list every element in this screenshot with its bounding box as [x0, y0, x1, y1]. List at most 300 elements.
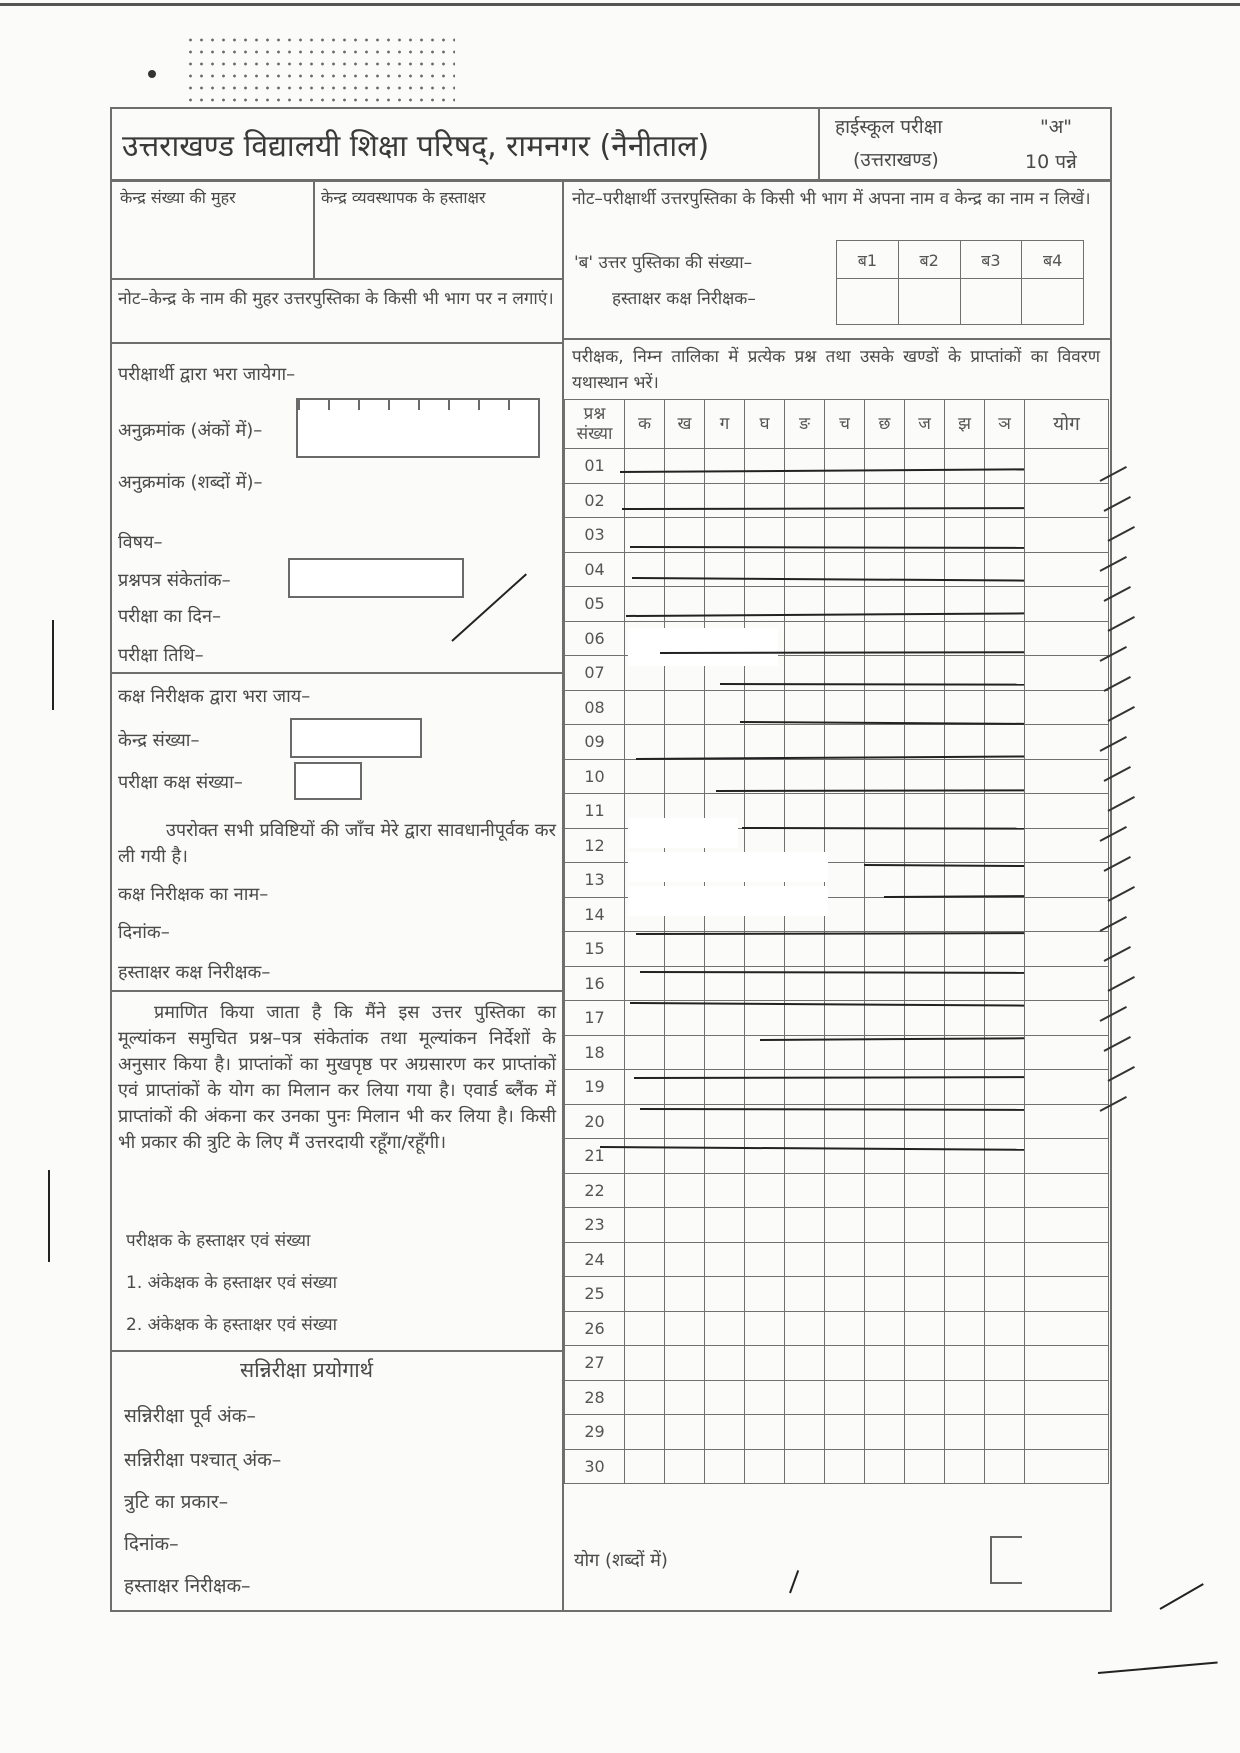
marks-cell[interactable] — [905, 1346, 945, 1381]
row-total-cell[interactable] — [1025, 1001, 1109, 1036]
marks-cell[interactable] — [625, 1311, 665, 1346]
marks-cell[interactable] — [625, 1139, 665, 1174]
marks-cell[interactable] — [705, 1242, 745, 1277]
marks-cell[interactable] — [625, 1070, 665, 1105]
marks-cell[interactable] — [945, 1380, 985, 1415]
marks-cell[interactable] — [865, 1070, 905, 1105]
question-number: 15 — [565, 932, 625, 967]
marks-cell[interactable] — [985, 690, 1025, 725]
marks-cell[interactable] — [705, 1346, 745, 1381]
marks-cell[interactable] — [825, 1380, 865, 1415]
marks-row — [565, 552, 1109, 587]
marks-cell[interactable] — [705, 1173, 745, 1208]
marks-cell[interactable] — [825, 897, 865, 932]
total-in-words-box[interactable] — [990, 1536, 1022, 1584]
marks-cell[interactable] — [745, 552, 785, 587]
marks-cell[interactable] — [745, 1070, 785, 1105]
marks-cell[interactable] — [865, 1242, 905, 1277]
marks-cell[interactable] — [625, 690, 665, 725]
row-total-cell[interactable] — [1025, 587, 1109, 622]
marks-cell[interactable] — [785, 1449, 825, 1484]
row-total-cell[interactable] — [1025, 725, 1109, 760]
marks-cell[interactable] — [945, 1173, 985, 1208]
marks-cell[interactable] — [745, 1449, 785, 1484]
marks-cell[interactable] — [945, 1415, 985, 1450]
marks-cell[interactable] — [945, 1242, 985, 1277]
marks-cell[interactable] — [825, 828, 865, 863]
marks-cell[interactable] — [985, 759, 1025, 794]
marks-cell[interactable] — [745, 1001, 785, 1036]
row-total-cell[interactable] — [1025, 1277, 1109, 1312]
b-cell[interactable] — [960, 279, 1022, 325]
marks-cell[interactable] — [945, 1449, 985, 1484]
tabulator1-label: 1. अंकेक्षक के हस्ताक्षर एवं संख्या — [126, 1273, 338, 1293]
marks-cell[interactable] — [985, 1139, 1025, 1174]
candidate-note: नोट–परीक्षार्थी उत्तरपुस्तिका के किसी भी भाग में अपना नाम व केन्द्र का नाम न लिखें। — [572, 189, 1091, 209]
row-total-cell[interactable] — [1025, 1449, 1109, 1484]
marks-cell[interactable] — [865, 1139, 905, 1174]
marks-cell[interactable] — [705, 932, 745, 967]
row-total-cell[interactable] — [1025, 966, 1109, 1001]
marks-cell[interactable] — [865, 621, 905, 656]
marks-cell[interactable] — [985, 863, 1025, 898]
marks-cell[interactable] — [825, 794, 865, 829]
marks-cell[interactable] — [745, 483, 785, 518]
marks-cell[interactable] — [625, 1380, 665, 1415]
marks-cell[interactable] — [705, 725, 745, 760]
marks-cell[interactable] — [865, 794, 905, 829]
marks-cell[interactable] — [785, 1001, 825, 1036]
marks-cell[interactable] — [825, 690, 865, 725]
marks-cell[interactable] — [625, 1277, 665, 1312]
marks-cell[interactable] — [625, 1035, 665, 1070]
marks-cell[interactable] — [905, 587, 945, 622]
marks-cell[interactable] — [945, 1139, 985, 1174]
marks-cell[interactable] — [905, 1173, 945, 1208]
row-total-cell[interactable] — [1025, 1311, 1109, 1346]
marks-cell[interactable] — [705, 1208, 745, 1243]
marks-cell[interactable] — [665, 1208, 705, 1243]
marks-cell[interactable] — [985, 1208, 1025, 1243]
marks-cell[interactable] — [905, 897, 945, 932]
marks-cell[interactable] — [825, 552, 865, 587]
marks-cell[interactable] — [785, 621, 825, 656]
row-total-cell[interactable] — [1025, 552, 1109, 587]
marks-cell[interactable] — [705, 449, 745, 484]
error-type-label: त्रुटि का प्रकार– — [124, 1491, 229, 1513]
row-total-cell[interactable] — [1025, 932, 1109, 967]
marks-cell[interactable] — [825, 863, 865, 898]
board-title: उत्तराखण्ड विद्यालयी शिक्षा परिषद्, रामनगर (नैनीताल) — [122, 129, 710, 164]
scrutiny-after-label: सन्निरीक्षा पश्चात् अंक– — [124, 1449, 282, 1471]
marks-cell[interactable] — [825, 1001, 865, 1036]
marks-cell[interactable] — [745, 1311, 785, 1346]
marks-cell[interactable] — [985, 1242, 1025, 1277]
marks-cell[interactable] — [785, 690, 825, 725]
marks-cell[interactable] — [905, 1139, 945, 1174]
marks-cell[interactable] — [985, 449, 1025, 484]
marks-cell[interactable] — [945, 1311, 985, 1346]
marks-cell[interactable] — [825, 932, 865, 967]
question-number: 13 — [565, 863, 625, 898]
paper-code-box[interactable] — [288, 558, 464, 598]
marks-cell[interactable] — [705, 759, 745, 794]
b-cell[interactable] — [837, 279, 899, 325]
marks-cell[interactable] — [825, 1208, 865, 1243]
marks-cell[interactable] — [785, 1242, 825, 1277]
marks-row — [565, 1311, 1109, 1346]
marks-cell[interactable] — [945, 1035, 985, 1070]
marks-row — [565, 1449, 1109, 1484]
marks-cell[interactable] — [825, 1173, 865, 1208]
marks-cell[interactable] — [865, 863, 905, 898]
marks-cell[interactable] — [785, 1070, 825, 1105]
row-total-cell[interactable] — [1025, 518, 1109, 553]
marks-cell[interactable] — [865, 828, 905, 863]
marks-cell[interactable] — [945, 1346, 985, 1381]
marks-cell[interactable] — [985, 1380, 1025, 1415]
marks-cell[interactable] — [905, 621, 945, 656]
marks-cell[interactable] — [705, 690, 745, 725]
marks-cell[interactable] — [905, 932, 945, 967]
marks-cell[interactable] — [865, 483, 905, 518]
marks-cell[interactable] — [865, 932, 905, 967]
marks-cell[interactable] — [985, 1070, 1025, 1105]
marks-cell[interactable] — [705, 1311, 745, 1346]
marks-cell[interactable] — [945, 1208, 985, 1243]
marks-cell[interactable] — [945, 483, 985, 518]
marks-cell[interactable] — [665, 1415, 705, 1450]
row-total-cell[interactable] — [1025, 794, 1109, 829]
marks-cell[interactable] — [945, 863, 985, 898]
marks-cell[interactable] — [985, 897, 1025, 932]
marks-cell[interactable] — [705, 1277, 745, 1312]
marks-cell[interactable] — [985, 483, 1025, 518]
marks-cell[interactable] — [785, 932, 825, 967]
question-number: 10 — [565, 759, 625, 794]
question-number: 25 — [565, 1277, 625, 1312]
marks-cell[interactable] — [945, 449, 985, 484]
marks-cell[interactable] — [905, 1277, 945, 1312]
roll-digits-box[interactable] — [296, 398, 540, 458]
marks-cell[interactable] — [985, 828, 1025, 863]
marks-cell[interactable] — [865, 1449, 905, 1484]
question-number: 16 — [565, 966, 625, 1001]
marks-cell[interactable] — [985, 1415, 1025, 1450]
question-number: 08 — [565, 690, 625, 725]
marks-cell[interactable] — [985, 1277, 1025, 1312]
marks-cell[interactable] — [625, 1208, 665, 1243]
marks-cell[interactable] — [745, 725, 785, 760]
row-total-cell[interactable] — [1025, 863, 1109, 898]
marks-cell[interactable] — [865, 897, 905, 932]
marks-cell[interactable] — [745, 1139, 785, 1174]
marks-cell[interactable] — [705, 1001, 745, 1036]
marks-row — [565, 725, 1109, 760]
marks-cell[interactable] — [665, 932, 705, 967]
marks-cell[interactable] — [865, 1311, 905, 1346]
question-number: 21 — [565, 1139, 625, 1174]
marks-cell[interactable] — [745, 449, 785, 484]
marks-cell[interactable] — [905, 483, 945, 518]
marks-cell[interactable] — [785, 449, 825, 484]
marks-cell[interactable] — [865, 1346, 905, 1381]
row-total-cell[interactable] — [1025, 1104, 1109, 1139]
marks-cell[interactable] — [905, 725, 945, 760]
marks-cell[interactable] — [905, 863, 945, 898]
marks-cell[interactable] — [665, 1346, 705, 1381]
row-total-cell[interactable] — [1025, 1035, 1109, 1070]
marks-cell[interactable] — [625, 1173, 665, 1208]
marks-cell[interactable] — [745, 1173, 785, 1208]
b-cell[interactable] — [1022, 279, 1084, 325]
question-number: 04 — [565, 552, 625, 587]
marks-cell[interactable] — [665, 552, 705, 587]
marks-cell[interactable] — [865, 759, 905, 794]
tabulator2-label: 2. अंकेक्षक के हस्ताक्षर एवं संख्या — [126, 1315, 338, 1335]
marks-cell[interactable] — [745, 690, 785, 725]
row-total-cell[interactable] — [1025, 1242, 1109, 1277]
marks-cell[interactable] — [705, 1139, 745, 1174]
marks-cell[interactable] — [665, 1277, 705, 1312]
marks-cell[interactable] — [745, 1415, 785, 1450]
marks-cell[interactable] — [625, 1415, 665, 1450]
row-total-cell[interactable] — [1025, 656, 1109, 691]
part-header: ग — [705, 400, 745, 449]
marks-cell[interactable] — [625, 759, 665, 794]
marks-cell[interactable] — [785, 1173, 825, 1208]
marks-cell[interactable] — [825, 1139, 865, 1174]
marks-cell[interactable] — [825, 621, 865, 656]
marks-cell[interactable] — [985, 1449, 1025, 1484]
marks-cell[interactable] — [625, 552, 665, 587]
marks-cell[interactable] — [945, 932, 985, 967]
marks-cell[interactable] — [825, 1277, 865, 1312]
marks-cell[interactable] — [665, 449, 705, 484]
marks-cell[interactable] — [945, 759, 985, 794]
marks-cell[interactable] — [945, 828, 985, 863]
marks-cell[interactable] — [865, 1208, 905, 1243]
marks-cell[interactable] — [705, 483, 745, 518]
marks-cell[interactable] — [905, 1415, 945, 1450]
marks-cell[interactable] — [665, 1035, 705, 1070]
marks-cell[interactable] — [705, 1449, 745, 1484]
marks-cell[interactable] — [905, 794, 945, 829]
row-total-cell[interactable] — [1025, 621, 1109, 656]
marks-cell[interactable] — [785, 1415, 825, 1450]
centre-no-box[interactable] — [290, 718, 422, 758]
marks-cell[interactable] — [825, 587, 865, 622]
marks-cell[interactable] — [825, 1449, 865, 1484]
marks-cell[interactable] — [745, 759, 785, 794]
marks-cell[interactable] — [625, 725, 665, 760]
series-label: "अ" — [1040, 116, 1072, 138]
marks-cell[interactable] — [665, 483, 705, 518]
marks-cell[interactable] — [785, 483, 825, 518]
marks-cell[interactable] — [825, 1415, 865, 1450]
row-total-cell[interactable] — [1025, 1415, 1109, 1450]
marks-cell[interactable] — [665, 1380, 705, 1415]
marks-cell[interactable] — [905, 1380, 945, 1415]
marks-cell[interactable] — [905, 1311, 945, 1346]
row-total-cell[interactable] — [1025, 1380, 1109, 1415]
marks-cell[interactable] — [625, 1001, 665, 1036]
marks-cell[interactable] — [785, 794, 825, 829]
row-total-cell[interactable] — [1025, 1070, 1109, 1105]
marks-cell[interactable] — [865, 1415, 905, 1450]
exam-day-label: परीक्षा का दिन– — [118, 606, 221, 627]
marks-cell[interactable] — [865, 1173, 905, 1208]
subject-label: विषय– — [118, 532, 163, 553]
marks-cell[interactable] — [905, 1070, 945, 1105]
part-header: घ — [745, 400, 785, 449]
b-header: ब3 — [960, 241, 1022, 279]
marks-cell[interactable] — [865, 1277, 905, 1312]
marks-cell[interactable] — [825, 1346, 865, 1381]
row-total-cell[interactable] — [1025, 897, 1109, 932]
marks-cell[interactable] — [665, 1242, 705, 1277]
marks-cell[interactable] — [745, 1380, 785, 1415]
marks-cell[interactable] — [945, 587, 985, 622]
marks-cell[interactable] — [665, 1311, 705, 1346]
marks-cell[interactable] — [665, 759, 705, 794]
marks-cell[interactable] — [985, 794, 1025, 829]
marks-cell[interactable] — [785, 1311, 825, 1346]
marks-cell[interactable] — [745, 1208, 785, 1243]
marks-cell[interactable] — [825, 1070, 865, 1105]
marks-cell[interactable] — [785, 552, 825, 587]
marks-cell[interactable] — [705, 1415, 745, 1450]
row-total-cell[interactable] — [1025, 759, 1109, 794]
marks-cell[interactable] — [665, 1001, 705, 1036]
marks-cell[interactable] — [905, 759, 945, 794]
marks-row — [565, 1277, 1109, 1312]
marks-cell[interactable] — [825, 483, 865, 518]
marks-cell[interactable] — [945, 725, 985, 760]
marks-cell[interactable] — [745, 932, 785, 967]
marks-cell[interactable] — [625, 483, 665, 518]
marks-cell[interactable] — [785, 759, 825, 794]
marks-cell[interactable] — [865, 1380, 905, 1415]
marks-cell[interactable] — [745, 1277, 785, 1312]
b-cell[interactable] — [898, 279, 960, 325]
marks-cell[interactable] — [985, 725, 1025, 760]
marks-cell[interactable] — [785, 725, 825, 760]
marks-cell[interactable] — [945, 794, 985, 829]
question-number: 12 — [565, 828, 625, 863]
marks-cell[interactable] — [745, 1346, 785, 1381]
marks-cell[interactable] — [985, 932, 1025, 967]
marks-cell[interactable] — [865, 587, 905, 622]
marks-cell[interactable] — [665, 725, 705, 760]
marks-cell[interactable] — [625, 1346, 665, 1381]
row-total-cell[interactable] — [1025, 1139, 1109, 1174]
marks-row — [565, 1173, 1109, 1208]
marks-cell[interactable] — [945, 1070, 985, 1105]
invigilator-heading: कक्ष निरीक्षक द्वारा भरा जाय– — [118, 686, 311, 707]
whiteout-patch — [628, 852, 828, 882]
marks-cell[interactable] — [745, 1242, 785, 1277]
marks-cell[interactable] — [865, 552, 905, 587]
marks-cell[interactable] — [785, 1380, 825, 1415]
marks-cell[interactable] — [865, 449, 905, 484]
question-number: 06 — [565, 621, 625, 656]
row-total-cell[interactable] — [1025, 449, 1109, 484]
marks-cell[interactable] — [665, 1449, 705, 1484]
marks-cell[interactable] — [905, 828, 945, 863]
marks-cell[interactable] — [825, 759, 865, 794]
marks-cell[interactable] — [905, 1208, 945, 1243]
marks-cell[interactable] — [905, 1242, 945, 1277]
marks-cell[interactable] — [665, 1173, 705, 1208]
marks-cell[interactable] — [985, 1311, 1025, 1346]
row-total-cell[interactable] — [1025, 1346, 1109, 1381]
candidate-heading: परीक्षार्थी द्वारा भरा जायेगा– — [118, 364, 296, 385]
part-header: च — [825, 400, 865, 449]
marks-cell[interactable] — [625, 449, 665, 484]
marks-cell[interactable] — [705, 552, 745, 587]
marks-cell[interactable] — [905, 690, 945, 725]
scrutiny-heading: सन्निरीक्षा प्रयोगार्थ — [240, 1358, 374, 1382]
marks-cell[interactable] — [825, 449, 865, 484]
room-no-box[interactable] — [294, 762, 362, 800]
marks-cell[interactable] — [865, 690, 905, 725]
marks-cell[interactable] — [705, 1380, 745, 1415]
row-total-cell[interactable] — [1025, 690, 1109, 725]
marks-cell[interactable] — [665, 690, 705, 725]
row-total-cell[interactable] — [1025, 828, 1109, 863]
question-number: 28 — [565, 1380, 625, 1415]
marks-cell[interactable] — [985, 587, 1025, 622]
marks-cell[interactable] — [865, 725, 905, 760]
marks-cell[interactable] — [785, 1208, 825, 1243]
marks-cell[interactable] — [625, 1449, 665, 1484]
row-total-cell[interactable] — [1025, 1208, 1109, 1243]
marks-cell[interactable] — [905, 552, 945, 587]
part-header: क — [625, 400, 665, 449]
seal-label: केन्द्र संख्या की मुहर — [120, 188, 236, 207]
marks-cell[interactable] — [785, 1139, 825, 1174]
marks-cell[interactable] — [825, 725, 865, 760]
marks-cell[interactable] — [945, 897, 985, 932]
marks-cell[interactable] — [985, 1346, 1025, 1381]
invigilator-name-label: कक्ष निरीक्षक का नाम– — [118, 884, 269, 905]
marks-cell[interactable] — [625, 1242, 665, 1277]
marks-cell[interactable] — [705, 1035, 745, 1070]
marks-cell[interactable] — [785, 1277, 825, 1312]
marks-cell[interactable] — [945, 552, 985, 587]
marks-cell[interactable] — [985, 1035, 1025, 1070]
marks-cell[interactable] — [945, 690, 985, 725]
row-total-cell[interactable] — [1025, 1173, 1109, 1208]
marks-cell[interactable] — [705, 1070, 745, 1105]
marks-cell[interactable] — [825, 1242, 865, 1277]
marks-cell[interactable] — [905, 1449, 945, 1484]
marks-cell[interactable] — [665, 1139, 705, 1174]
marks-cell[interactable] — [745, 794, 785, 829]
marks-cell[interactable] — [905, 449, 945, 484]
marks-cell[interactable] — [905, 1035, 945, 1070]
marks-cell[interactable] — [945, 1277, 985, 1312]
marks-cell[interactable] — [985, 1173, 1025, 1208]
marks-cell[interactable] — [825, 1311, 865, 1346]
part-header: छ — [865, 400, 905, 449]
row-total-cell[interactable] — [1025, 483, 1109, 518]
marks-row — [565, 1380, 1109, 1415]
marks-cell[interactable] — [785, 1346, 825, 1381]
marks-cell[interactable] — [665, 1070, 705, 1105]
marks-cell[interactable] — [625, 932, 665, 967]
